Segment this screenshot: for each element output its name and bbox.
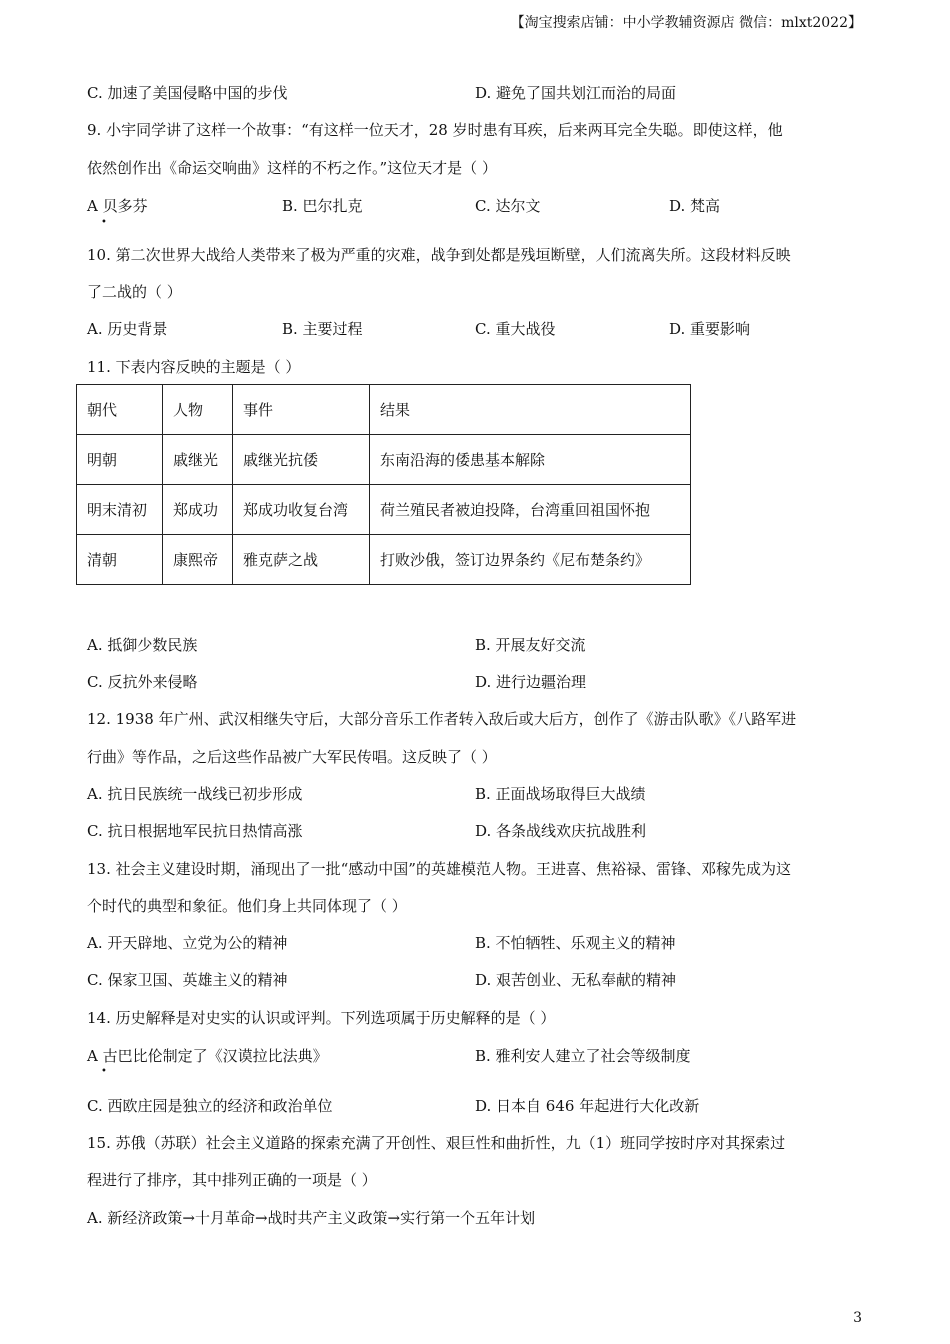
q11-option-a: A. 抵御少数民族 <box>87 636 198 654</box>
table-cell: 郑成功 <box>163 485 233 535</box>
q12-stem-line2: 行曲》等作品，之后这些作品被广大军民传唱。这反映了（ ） <box>87 748 497 766</box>
q14-option-c: C. 西欧庄园是独立的经济和政治单位 <box>87 1097 333 1115</box>
q10-option-b: B. 主要过程 <box>282 320 363 338</box>
emphasis-dot-icon: • <box>101 217 107 228</box>
q15-stem-line1: 15. 苏俄（苏联）社会主义道路的探索充满了开创性、艰巨性和曲折性，九（1）班同学按时序对其探索过 <box>87 1134 786 1152</box>
q8-option-d: D. 避免了国共划江而治的局面 <box>475 84 677 102</box>
q14-stem: 14. 历史解释是对史实的认识或评判。下列选项属于历史解释的是（ ） <box>87 1009 556 1027</box>
q9-option-c: C. 达尔文 <box>475 197 541 215</box>
table-header-row <box>77 385 691 435</box>
q13-stem-line2: 个时代的典型和象征。他们身上共同体现了（ ） <box>87 897 407 915</box>
table-row <box>77 485 691 535</box>
q9-option-b: B. 巴尔扎克 <box>282 197 363 215</box>
table-row <box>77 535 691 585</box>
q10-stem-line1: 10. 第二次世界大战给人类带来了极为严重的灾难，战争到处都是残垣断壁，人们流离失所。这段材料反映 <box>87 246 791 264</box>
q10-option-c: C. 重大战役 <box>475 320 556 338</box>
q8-option-c: C. 加速了美国侵略中国的步伐 <box>87 84 288 102</box>
q10-option-d: D. 重要影响 <box>669 320 751 338</box>
q11-option-b: B. 开展友好交流 <box>475 636 586 654</box>
store-header: 【淘宝搜索店铺：中小学教辅资源店 微信：mlxt2022】 <box>510 15 862 31</box>
table-cell: 戚继光 <box>163 435 233 485</box>
q14-option-a: A 古巴比伦制定了《汉谟拉比法典》 <box>87 1047 328 1065</box>
table-cell: 戚继光抗倭 <box>233 435 370 485</box>
emphasis-dot-icon: • <box>101 1066 107 1077</box>
q11-option-d: D. 进行边疆治理 <box>475 673 587 691</box>
q14-option-b: B. 雅利安人建立了社会等级制度 <box>475 1047 691 1065</box>
q10-stem-line2: 了二战的（ ） <box>87 283 182 301</box>
q9-stem-line2: 依然创作出《命运交响曲》这样的不朽之作。”这位天才是（ ） <box>87 159 497 177</box>
table-header-cell: 结果 <box>370 385 691 435</box>
table-row <box>77 435 691 485</box>
page-number: 3 <box>853 1310 862 1326</box>
q14-option-d: D. 日本自 646 年起进行大化改新 <box>475 1097 700 1115</box>
q12-option-b: B. 正面战场取得巨大战绩 <box>475 785 646 803</box>
table-cell: 清朝 <box>77 535 163 585</box>
q10-option-a: A. 历史背景 <box>87 320 168 338</box>
q9-option-a: A 贝多芬 <box>87 197 148 215</box>
q13-option-a: A. 开天辟地、立党为公的精神 <box>87 934 288 952</box>
q15-option-a: A. 新经济政策→十月革命→战时共产主义政策→实行第一个五年计划 <box>87 1209 536 1227</box>
q12-option-c: C. 抗日根据地军民抗日热情高涨 <box>87 822 303 840</box>
table-cell: 打败沙俄，签订边界条约《尼布楚条约》 <box>370 535 691 585</box>
table-cell: 明末清初 <box>77 485 163 535</box>
table-cell: 康熙帝 <box>163 535 233 585</box>
q13-stem-line1: 13. 社会主义建设时期，涌现出了一批“感动中国”的英雄模范人物。王进喜、焦裕禄、雷锋、邓稼先成为这 <box>87 860 791 878</box>
table-cell: 东南沿海的倭患基本解除 <box>370 435 691 485</box>
table-header-cell: 人物 <box>163 385 233 435</box>
q15-stem-line2: 程进行了排序，其中排列正确的一项是（ ） <box>87 1171 377 1189</box>
table-cell: 郑成功收复台湾 <box>233 485 370 535</box>
q11-option-c: C. 反抗外来侵略 <box>87 673 198 691</box>
q11-stem: 11. 下表内容反映的主题是（ ） <box>87 358 301 376</box>
table-header-cell: 朝代 <box>77 385 163 435</box>
q12-stem-line1: 12. 1938 年广州、武汉相继失守后，大部分音乐工作者转入敌后或大后方，创作了《游击队歌》《八路军进 <box>87 710 797 728</box>
table-cell: 明朝 <box>77 435 163 485</box>
q13-option-b: B. 不怕牺牲、乐观主义的精神 <box>475 934 676 952</box>
q12-option-a: A. 抗日民族统一战线已初步形成 <box>87 785 303 803</box>
q9-stem-line1: 9. 小宇同学讲了这样一个故事：“有这样一位天才，28 岁时患有耳疾，后来两耳完全失聪。即使这样，他 <box>87 121 783 139</box>
table-header-cell: 事件 <box>233 385 370 435</box>
table-cell: 荷兰殖民者被迫投降，台湾重回祖国怀抱 <box>370 485 691 535</box>
q9-option-d: D. 梵高 <box>669 197 721 215</box>
q11-history-table <box>76 384 691 585</box>
table-cell: 雅克萨之战 <box>233 535 370 585</box>
q13-option-c: C. 保家卫国、英雄主义的精神 <box>87 971 288 989</box>
q13-option-d: D. 艰苦创业、无私奉献的精神 <box>475 971 677 989</box>
q12-option-d: D. 各条战线欢庆抗战胜利 <box>475 822 647 840</box>
